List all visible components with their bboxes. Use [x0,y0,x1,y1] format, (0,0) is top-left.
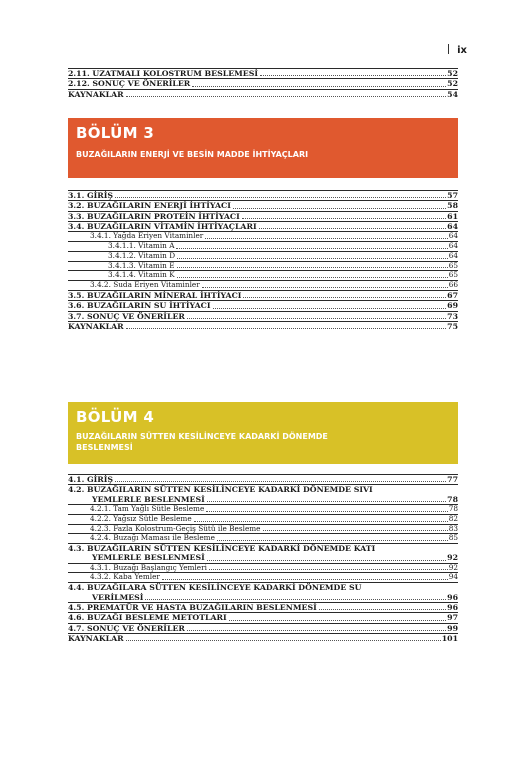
toc-row[interactable]: 3.4.1.3. Vitamin E 65 [68,261,458,271]
toc-chapter4 [68,474,458,643]
toc-row[interactable]: 3.4. BUZAĞILARIN VİTAMİN İHTİYAÇLARI 64 [68,222,458,232]
chapter3-number: BÖLÜM 3 [76,124,155,142]
toc-row[interactable]: 2.12. SONUÇ VE ÖNERİLER 52 [68,79,458,89]
toc-row[interactable]: 2.11. UZATMALI KOLOSTRUM BESLEMESİ 52 [68,69,458,78]
toc-row[interactable]: 3.6. BUZAĞILARIN SU İHTİYACI 69 [68,301,458,311]
toc-row[interactable]: 4.5. PREMATÜR VE HASTA BUZAĞILARIN BESLENMESİ 96 [68,602,458,612]
toc-row[interactable]: KAYNAKLAR 101 [68,633,458,643]
chapter3-title: BUZAĞILARIN ENERJİ VE BESİN MADDE İHTİYAÇLARI [76,150,309,159]
chapter4-number: BÖLÜM 4 [76,408,155,426]
toc-row[interactable]: 4.6. BUZAĞI BESLEME METOTLARI 97 [68,613,458,623]
toc-row[interactable]: 4.2.3. Fazla Kolostrum-Geçiş Sütü ile Besleme 83 [68,524,458,534]
toc-row[interactable]: 3.4.1.1. Vitamin A 64 [68,241,458,251]
toc-row[interactable]: 4.2.4. Buzağı Maması ile Besleme 85 [68,533,458,543]
page-number: ix [448,44,467,56]
toc-row[interactable]: 4.3. BUZAĞILARIN SÜTTEN KESİLİNCEYE KADARKİ DÖNEMDE KATI YEMLERLE BESLENMESİ 92 [68,544,458,563]
toc-row[interactable]: 3.4.1.4. Vitamin K 65 [68,270,458,280]
chapter4-title: BUZAĞILARIN SÜTTEN KESİLİNCEYE KADARKİ DÖNEMDE BESLENMESİ [76,432,328,453]
toc-row[interactable]: 4.2.1. Tam Yağlı Sütle Besleme 78 [68,504,458,514]
toc-row[interactable]: 4.4. BUZAĞILARA SÜTTEN KESİLİNCEYE KADARKİ DÖNEMDE SU VERİLMESİ 96 [68,583,458,602]
toc-row[interactable]: 3.7. SONUÇ VE ÖNERİLER 73 [68,311,458,321]
toc-row[interactable]: 4.2.2. Yağsız Sütle Besleme 82 [68,514,458,524]
toc-row[interactable]: 4.3.2. Kaba Yemler 94 [68,572,458,582]
toc-row[interactable]: 4.2. BUZAĞILARIN SÜTTEN KESİLİNCEYE KADARKİ DÖNEMDE SIVI YEMLERLE BESLENMESİ 78 [68,485,458,504]
chapter3-banner [68,118,458,178]
toc-row[interactable]: 4.3.1. Buzağı Başlangıç Yemleri 92 [68,563,458,573]
toc-row[interactable]: KAYNAKLAR 54 [68,89,458,99]
toc-row[interactable]: 3.1. GİRİŞ 57 [68,191,458,200]
toc-row[interactable]: 3.4.1. Yağda Eriyen Vitaminler 64 [68,231,458,241]
toc-row[interactable]: 3.5. BUZAĞILARIN MİNERAL İHTİYACI 67 [68,290,458,300]
toc-row[interactable]: 3.3. BUZAĞILARIN PROTEİN İHTİYACI 61 [68,211,458,221]
toc-row[interactable]: 3.4.2. Suda Eriyen Vitaminler 66 [68,280,458,290]
toc-row[interactable]: 4.7. SONUÇ VE ÖNERİLER 99 [68,623,458,633]
toc-row[interactable]: 3.4.1.2. Vitamin D 64 [68,251,458,261]
toc-row[interactable]: 4.1. GİRİŞ 77 [68,475,458,484]
page-number-rule [448,44,449,54]
toc-chapter2-tail [68,68,458,99]
toc-chapter3 [68,190,458,331]
toc-row[interactable]: KAYNAKLAR 75 [68,321,458,331]
chapter4-banner [68,402,458,464]
toc-row[interactable]: 3.2. BUZAĞILARIN ENERJİ İHTİYACI 58 [68,201,458,211]
